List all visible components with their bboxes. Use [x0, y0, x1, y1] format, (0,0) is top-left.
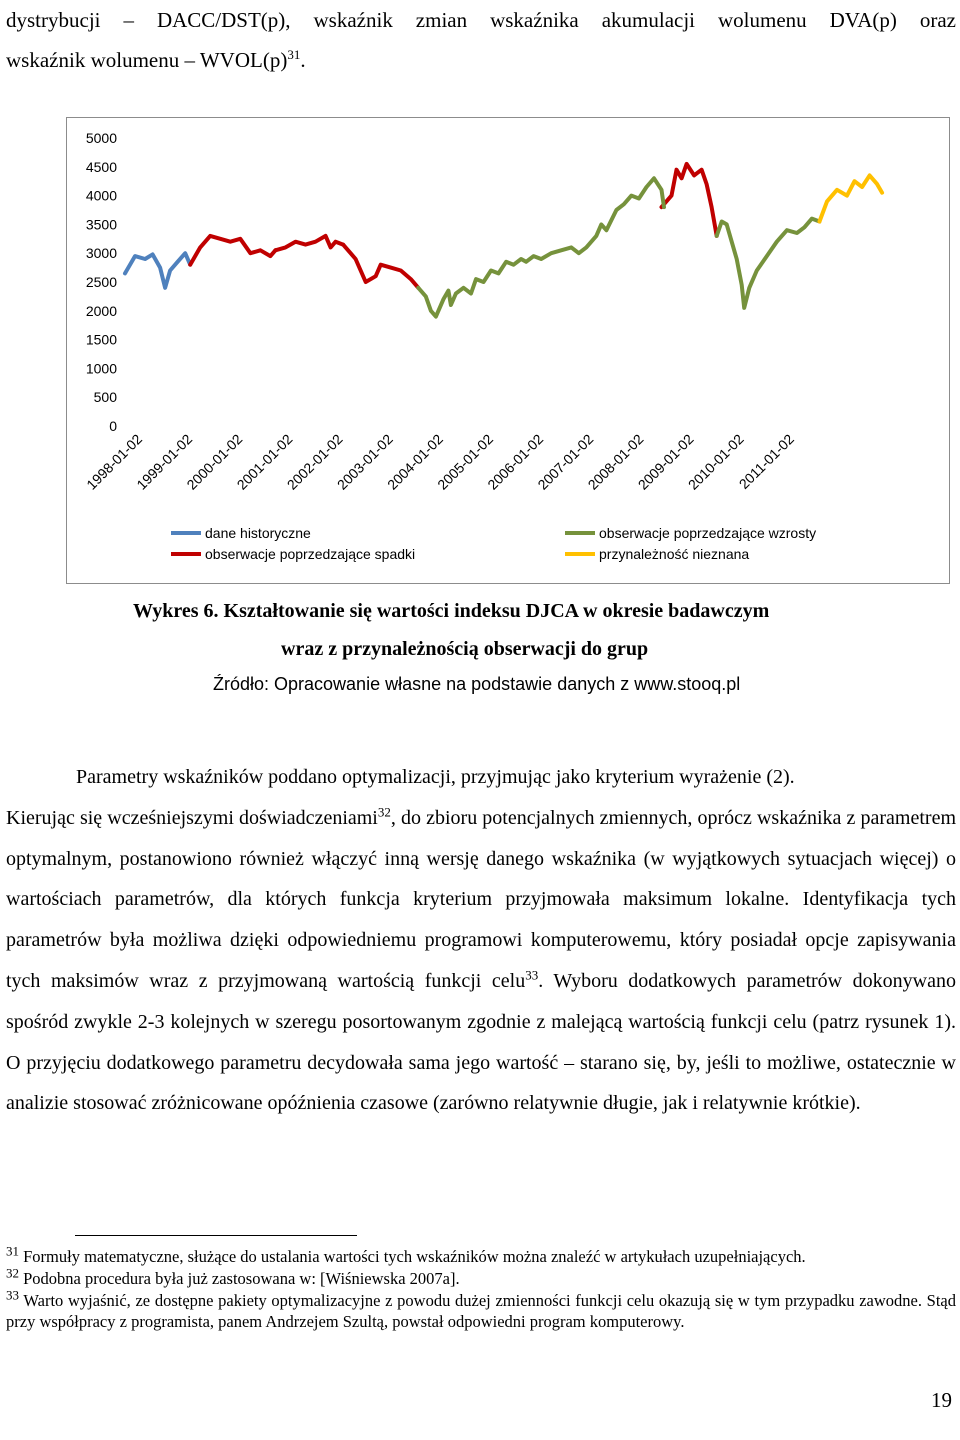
- footnote-text: Warto wyjaśnić, ze dostępne pakiety optymalizacyjne z powodu dużej zmienności funkcji celu okazują się w tym przypadku zawodne. Stąd przy współpracy z programista, panem Andrzejem Szultą, powstał odpowiedni program komputerowy.: [6, 1291, 957, 1331]
- footnote-separator: [75, 1235, 357, 1236]
- y-tick-label: 2500: [85, 274, 117, 290]
- footnote-ref-32[interactable]: 32: [377, 804, 391, 820]
- x-tick-label: 2000-01-02: [183, 430, 246, 493]
- footnote-text: Formuły matematyczne, służące do ustalania wartości tych wskaźników można znaleźć w artykułach uzupełniających.: [23, 1247, 806, 1266]
- body-paragraph-2: [6, 798, 956, 1124]
- x-tick-label: 2002-01-02: [283, 430, 346, 493]
- x-tick-label: 2008-01-02: [584, 430, 647, 493]
- x-tick-label: 2010-01-02: [684, 430, 747, 493]
- x-tick-label: 1998-01-02: [83, 430, 146, 493]
- footnotes: [6, 1243, 957, 1333]
- series-line: [717, 219, 820, 308]
- body-paragraph-2-part-a: Kierując się wcześniejszymi doświadczeniami: [6, 806, 378, 829]
- x-tick-label: 2004-01-02: [384, 430, 446, 493]
- intro-line-2-text: wskaźnik wolumenu – WVOL(p): [6, 48, 288, 72]
- legend-label: obserwacje poprzedzające spadki: [205, 546, 416, 562]
- footnote-ref-31[interactable]: 31: [287, 47, 301, 62]
- figure-caption-line-2: wraz z przynależnością obserwacji do grup: [281, 638, 649, 660]
- x-tick-label: 2009-01-02: [634, 430, 697, 493]
- footnote-text: Podobna procedura była już zastosowana w: [Wiśniewska 2007a].: [23, 1269, 460, 1288]
- series-line: [418, 178, 664, 316]
- y-tick-label: 3000: [85, 245, 117, 262]
- footnote-ref-33[interactable]: 33: [525, 967, 539, 983]
- x-tick-label: 2006-01-02: [484, 430, 547, 493]
- footnote-number: 32: [6, 1265, 19, 1281]
- figure-source: Źródło: Opracowanie własne na podstawie danych z www.stooq.pl: [213, 674, 741, 694]
- series-line: [125, 253, 190, 288]
- footnote-32: [6, 1265, 956, 1289]
- intro-line-2: [6, 40, 956, 80]
- footnote-31: [6, 1243, 956, 1267]
- y-tick-label: 1000: [85, 360, 117, 377]
- x-tick-label: 2011-01-02: [735, 430, 797, 493]
- y-tick-label: 0: [109, 418, 117, 434]
- x-tick-label: 2001-01-02: [233, 430, 296, 493]
- x-tick-label: 1999-01-02: [133, 430, 196, 493]
- y-tick-label: 1500: [85, 331, 117, 348]
- y-tick-label: 500: [93, 389, 117, 406]
- page-number: 19: [931, 1388, 952, 1412]
- x-tick-label: 2007-01-02: [534, 430, 597, 493]
- body-paragraph-2-part-c: . Wyboru dodatkowych parametrów dokonywano spośród zwykle 2-3 kolejnych w szeregu posortowanym zgodnie z malejącą wartością funkcji celu (patrz rysunek 1). O przyjęciu dodatkowego parametru decydowała sama jego wartość – starano się, by, jeśli to możliwe, ostatecznie w analizie stosować zróżnicowane opóźnienia czasowe (zarówno relatywnie długie, jak i relatywnie krótkie).: [6, 969, 956, 1115]
- y-tick-label: 3500: [85, 216, 117, 233]
- series-line: [275, 236, 343, 250]
- chart-frame: [66, 117, 950, 584]
- series-line: [662, 164, 717, 236]
- footnote-33: [6, 1287, 957, 1332]
- legend-label: dane historyczne: [205, 525, 311, 541]
- body-paragraph-1: Parametry wskaźników poddano optymalizacji, przyjmując jako kryterium wyrażenie (2).: [76, 766, 795, 788]
- body-paragraph-2-part-b: , do zbioru potencjalnych zmiennych, oprócz wskaźnika z parametrem optymalnym, postanowiono również włączyć inną wersję danego wskaźnika (w wyjątkowych sytuacjach więcej) o wartościach parametrów, dla których funkcja kryterium przyjmowała maksimum lokalne. Identyfikacja tych parametrów była możliwa dzięki odpowiedniemu programowi komputerowemu, który posiadał opcje zapisywania tych maksimów wraz z przyjmowaną wartością funkcji celu: [6, 806, 957, 992]
- series-line: [820, 175, 883, 221]
- intro-line-1: dystrybucji – DACC/DST(p), wskaźnik zmian wskaźnika akumulacji wolumenu DVA(p) oraz: [6, 8, 956, 32]
- intro-line-2-end: .: [300, 48, 306, 72]
- intro-paragraph: [6, 0, 956, 80]
- legend-label: przynależność nieznana: [599, 546, 750, 562]
- y-tick-label: 5000: [85, 130, 117, 146]
- footnote-number: 31: [6, 1243, 19, 1259]
- y-tick-label: 2000: [85, 302, 117, 319]
- y-tick-label: 4500: [85, 158, 117, 175]
- figure-caption-line-1: Wykres 6. Kształtowanie się wartości indeksu DJCA w okresie badawczym: [133, 600, 770, 622]
- series-line: [190, 236, 275, 265]
- body-text: [6, 757, 956, 1124]
- footnote-number: 33: [6, 1287, 19, 1303]
- x-tick-label: 2005-01-02: [434, 430, 497, 493]
- djca-line-chart: [67, 118, 949, 583]
- legend-label: obserwacje poprzedzające wzrosty: [599, 525, 817, 541]
- series-line: [343, 245, 418, 288]
- x-tick-label: 2003-01-02: [333, 430, 396, 493]
- y-tick-label: 4000: [85, 187, 117, 204]
